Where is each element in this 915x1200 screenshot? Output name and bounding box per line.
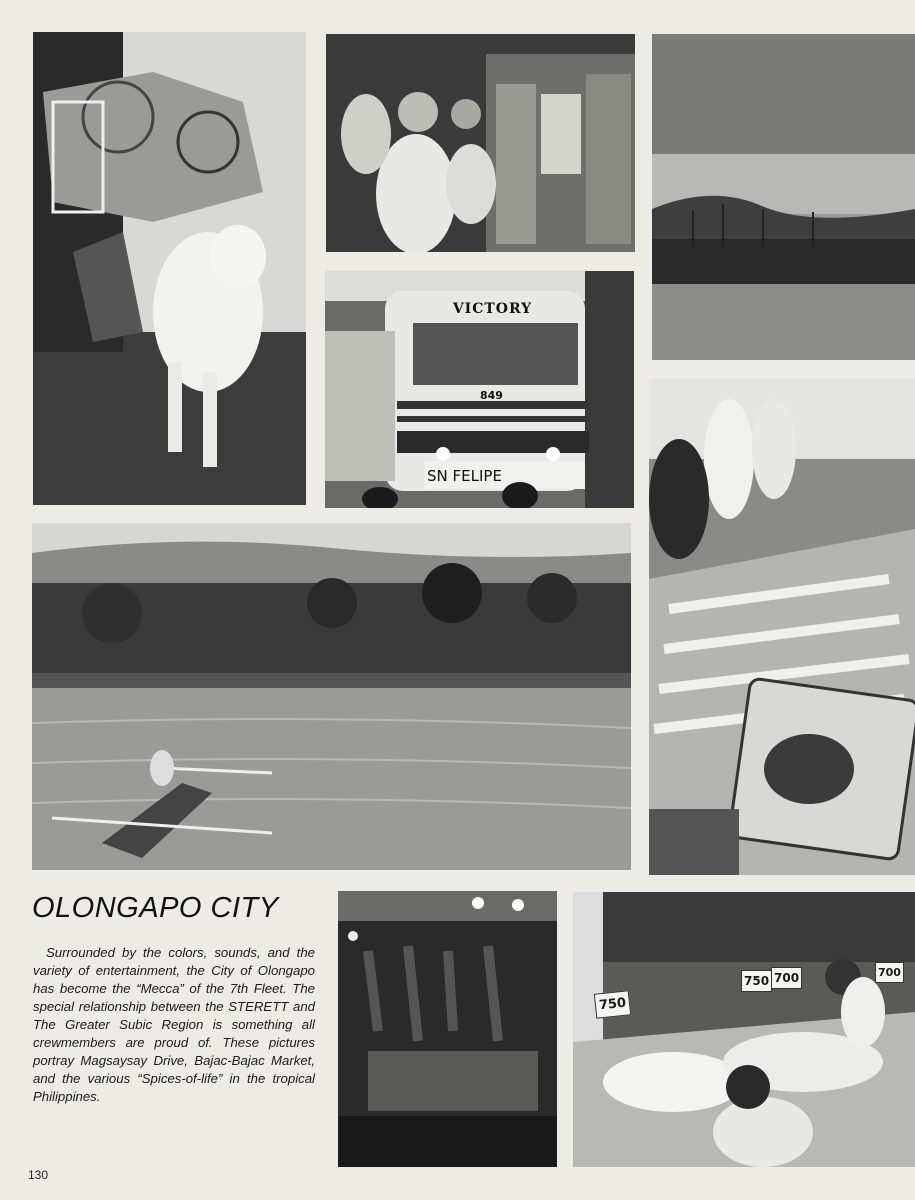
photo-river-banca — [32, 523, 631, 870]
photo-meat-market — [338, 891, 557, 1167]
photo-victory-bus — [325, 271, 634, 508]
price-tag: 750 — [594, 990, 632, 1019]
photo-sunset-bay — [652, 34, 915, 360]
photo-market-stall — [326, 34, 635, 252]
bus-number: 849 — [480, 389, 503, 402]
photo-price-tag-vendors — [573, 892, 915, 1167]
price-tag: 700 — [875, 962, 904, 983]
bus-destination: SN FELIPE — [427, 467, 502, 485]
price-tag: 750 — [741, 970, 772, 992]
photo-carabao-cart — [33, 32, 306, 505]
page-number: 130 — [28, 1168, 49, 1182]
price-tag: 700 — [771, 967, 802, 989]
bus-route-sign: VICTORY — [452, 301, 533, 317]
page-title: OLONGAPO CITY — [32, 892, 279, 924]
photo-fish-market — [649, 379, 915, 875]
article-caption: Surrounded by the colors, sounds, and the variety of entertainment, the City of Olongapo has become the “Mecca” of the 7th Fleet. The special relationship between the STERETT and The Greater Subic Region is something all crewmembers are proud of. These pictures portray Magsaysay Drive, Bajac-Bajac Market, and the various “Spices-of-life” in the tropical Philippines. — [33, 945, 315, 1104]
